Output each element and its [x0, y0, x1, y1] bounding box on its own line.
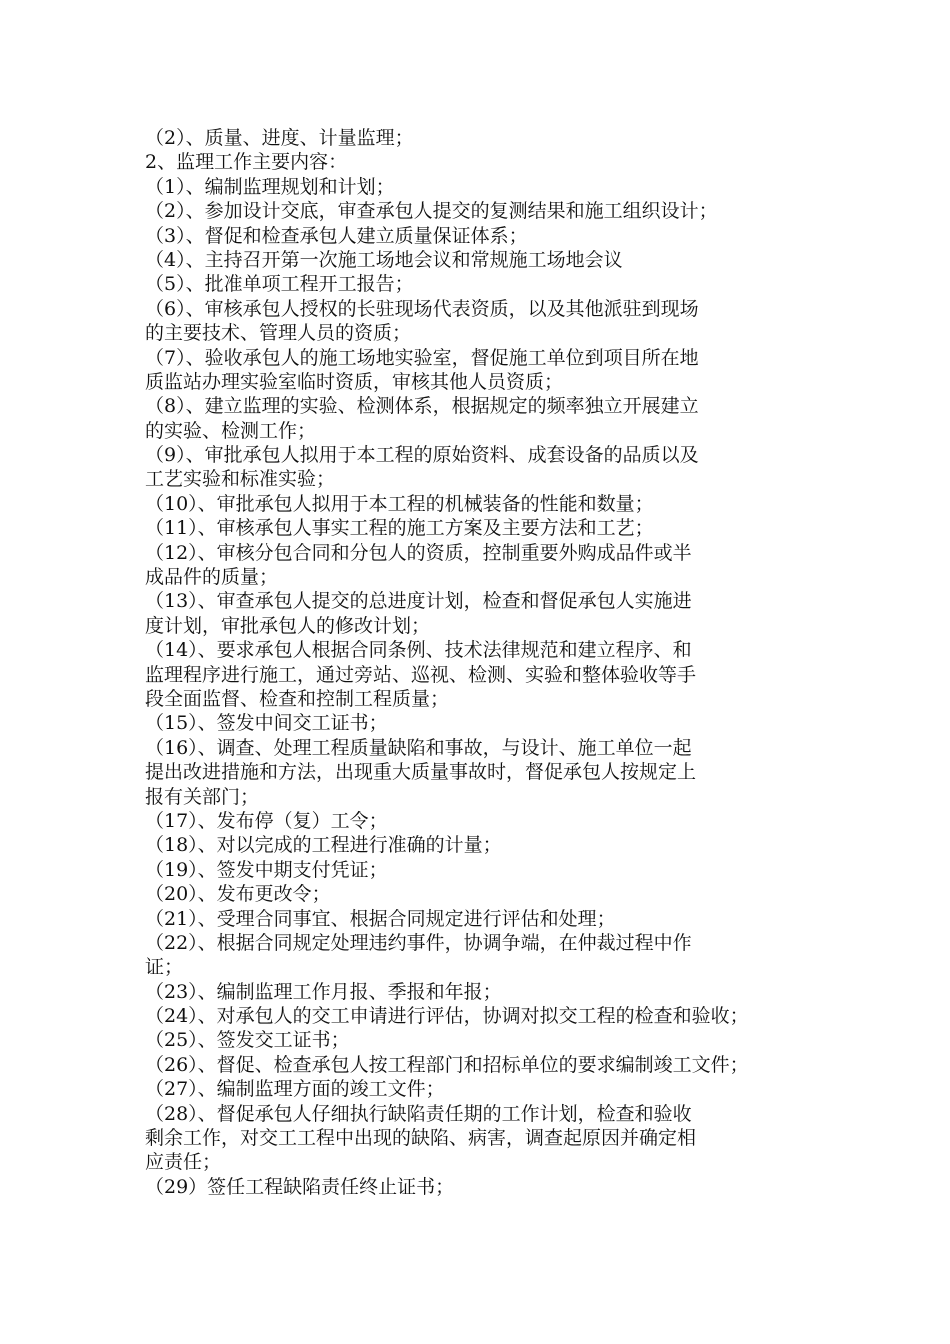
text-line: 段全面监督、检查和控制工程质量；	[145, 687, 450, 710]
text-line: （14）、要求承包人根据合同条例、技术法律规范和建立程序、和	[145, 639, 692, 662]
text-line: 的主要技术、管理人员的资质；	[145, 322, 412, 345]
text-line: （18）、对以完成的工程进行准确的计量；	[145, 834, 502, 857]
text-line: （2）、参加设计交底，审查承包人提交的复测结果和施工组织设计；	[145, 200, 718, 223]
text-line: （10）、审批承包人拟用于本工程的机械装备的性能和数量；	[145, 492, 654, 515]
text-line: （2）、质量、进度、计量监理；	[145, 127, 414, 149]
section-heading: 2、监理工作主要内容：	[145, 151, 348, 174]
text-line: （16）、调查、处理工程质量缺陷和事故，与设计、施工单位一起	[145, 736, 692, 759]
text-line: 度计划，审批承包人的修改计划；	[145, 614, 431, 637]
text-line: （13）、审查承包人提交的总进度计划，检查和督促承包人实施进	[145, 590, 692, 613]
text-line: 报有关部门；	[145, 785, 260, 808]
text-line: （28）、督促承包人仔细执行缺陷责任期的工作计划，检查和验收	[145, 1102, 692, 1125]
text-line: 质监站办理实验室临时资质，审核其他人员资质；	[145, 370, 564, 393]
text-line: （19）、签发中期支付凭证；	[145, 858, 388, 881]
text-line: （4）、主持召开第一次施工场地会议和常规施工场地会议	[145, 248, 623, 271]
text-line: （20）、发布更改令；	[145, 883, 331, 906]
text-line: （29）签任工程缺陷责任终止证书；	[145, 1175, 455, 1198]
text-line: （24）、对承包人的交工申请进行评估，协调对拟交工程的检查和验收；	[145, 1005, 749, 1028]
text-line: 证；	[145, 956, 184, 979]
text-line: （15）、签发中间交工证书；	[145, 712, 388, 735]
text-line: （23）、编制监理工作月报、季报和年报；	[145, 980, 502, 1003]
text-line: （12）、审核分包合同和分包人的资质，控制重要外购成品件或半	[145, 541, 692, 564]
text-line: （8）、建立监理的实验、检测体系，根据规定的频率独立开展建立	[145, 395, 699, 418]
text-line: 成品件的质量；	[145, 566, 279, 589]
text-line: （7）、验收承包人的施工场地实验室，督促施工单位到项目所在地	[145, 346, 699, 369]
text-line: （22）、根据合同规定处理违约事件，协调争端，在仲裁过程中作	[145, 931, 692, 954]
text-line: （17）、发布停（复）工令；	[145, 809, 388, 832]
text-line: （21）、受理合同事宜、根据合同规定进行评估和处理；	[145, 907, 616, 930]
text-line: （3）、督促和检查承包人建立质量保证体系；	[145, 224, 528, 247]
text-line: （6）、审核承包人授权的长驻现场代表资质，以及其他派驻到现场	[145, 297, 699, 320]
text-line: 剩余工作，对交工工程中出现的缺陷、病害，调查起原因并确定相	[145, 1127, 697, 1150]
text-line: （5）、批准单项工程开工报告；	[145, 273, 414, 296]
text-line: （9）、审批承包人拟用于本工程的原始资料、成套设备的品质以及	[145, 444, 699, 467]
document-body	[145, 126, 815, 1199]
text-line: （1）、编制监理规划和计划；	[145, 175, 395, 198]
text-line: （25）、签发交工证书；	[145, 1029, 350, 1052]
text-line: 提出改进措施和方法，出现重大质量事故时，督促承包人按规定上	[145, 761, 697, 784]
text-line: 工艺实验和标准实验；	[145, 468, 336, 491]
text-line: 的实验、检测工作；	[145, 419, 317, 442]
text-line: （26）、督促、检查承包人按工程部门和招标单位的要求编制竣工文件；	[145, 1053, 749, 1076]
text-line: （11）、审核承包人事实工程的施工方案及主要方法和工艺；	[145, 517, 654, 540]
text-line: 应责任；	[145, 1151, 222, 1174]
text-line: （27）、编制监理方面的竣工文件；	[145, 1078, 445, 1101]
text-line: 监理程序进行施工，通过旁站、巡视、检测、实验和整体验收等手	[145, 663, 697, 686]
